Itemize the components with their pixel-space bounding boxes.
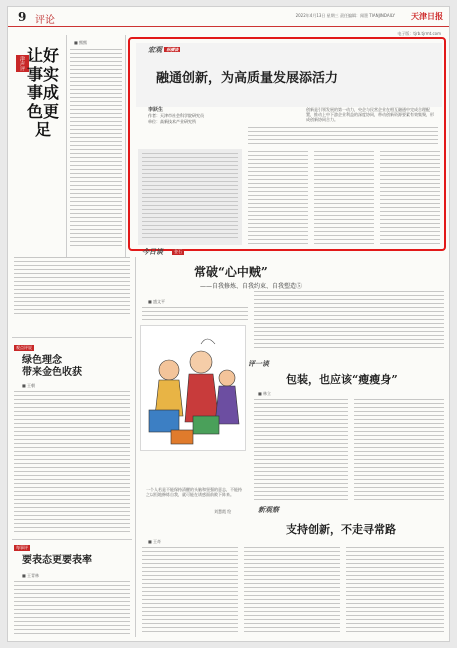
thief-body [254, 291, 444, 351]
innovation-title: 支持创新，不走寻常路 [286, 523, 396, 536]
packaging-body-col1 [254, 399, 348, 503]
column-rule [125, 35, 126, 257]
green-article-body [14, 391, 130, 533]
cover-lead: 创新是引领发展的第一动力，央企与民营企业在相互融通中完成合理配置，推动上中下游企业利益的深度协同，带动创新资源要素有效集聚，形成创新协同合力。 [306, 107, 434, 122]
left-article-title: 让好事实事成色更足 [26, 46, 59, 139]
innovation-byline: ■ 王奇 [148, 539, 162, 544]
left-article-body-continued [14, 257, 130, 317]
attitude-article-body [14, 581, 130, 637]
cartoon-caption: 一个人若是不能保持清醒的头脑和坚强的意志，不能持之以恒地修炼自我，就可能在诱惑面前败下阵来。 [146, 487, 242, 497]
left-article-byline: ■ 熊熊 [74, 40, 88, 45]
cartoon-author: 刘慧霞 绘 [214, 509, 232, 514]
masthead [8, 7, 450, 27]
attitude-article-byline: ■ 王青林 [22, 573, 40, 578]
section-rule [12, 539, 132, 540]
cover-body-top [248, 127, 438, 145]
cover-sidebar-text [142, 153, 238, 241]
attitude-title-text: 要表态更要表率 [22, 555, 92, 566]
cartoon-drawing [141, 326, 247, 452]
innovation-body-col2 [244, 547, 340, 635]
cover-title: 融通创新，为高质量发展添活力 [156, 71, 339, 86]
cover-tag: 纵横谈 [166, 47, 179, 52]
page-number: 9 [18, 10, 27, 24]
packaging-caption: 评一谈 [248, 359, 269, 368]
masthead-info: 2022年4月13日 星期三 责任编辑：闻墨 TIANJINDAILY [295, 13, 395, 18]
cover-body-col3 [380, 151, 440, 247]
cover-author-title: 作者：天津市社会科学院研究员 [148, 113, 204, 118]
cover-author-name: 李跃生 [148, 107, 164, 113]
cover-caption: 宏观 纵横谈 [148, 45, 179, 54]
green-article-byline: ■ 王朝 [22, 383, 36, 388]
section-rule [12, 337, 132, 338]
innovation-body-col1 [142, 547, 238, 635]
attitude-article-title [22, 555, 92, 567]
cover-body-col1 [248, 151, 308, 247]
web-address: 电子版：tjrb.tjrmt.com [397, 31, 441, 36]
cover-author [148, 107, 204, 125]
green-title-line-2: 带来金色收获 [22, 367, 82, 378]
thief-title: 常破“心中贼” [194, 265, 268, 279]
section-name: 评论 [35, 15, 55, 26]
packaging-title: 包装，也应该“瘦瘦身” [286, 373, 398, 386]
green-article-tag: 观点评说 [16, 345, 32, 350]
thief-byline: ■ 盛文平 [148, 299, 166, 304]
cover-body-col2 [314, 151, 374, 247]
attitude-article-tag: 每事评 [16, 545, 28, 550]
packaging-body-col2 [354, 399, 444, 503]
green-article-title [22, 355, 82, 379]
left-article-body [70, 49, 122, 249]
thief-subtitle: ——自我修炼、自我约束、自我塑造⑤ [200, 283, 303, 290]
thief-caption: 今日谈 [142, 247, 163, 256]
green-title-line-1: 绿色理念 [22, 355, 62, 366]
thief-tag: 金石 [174, 249, 182, 254]
column-rule [135, 257, 136, 637]
cover-author-unit: 单位：高新技术产业研究所 [148, 119, 196, 124]
newspaper-logo: 天津日报 [411, 11, 443, 21]
cartoon-illustration [140, 325, 246, 451]
packaging-byline: ■ 林立 [258, 391, 272, 396]
innovation-body-col3 [346, 547, 444, 635]
newspaper-page [7, 6, 450, 642]
thief-body-intro [142, 307, 248, 321]
left-article-tag: 津声评 [16, 55, 29, 72]
highlighted-cover-article[interactable] [128, 37, 446, 251]
column-rule [66, 35, 67, 257]
innovation-caption: 新观察 [258, 505, 279, 514]
